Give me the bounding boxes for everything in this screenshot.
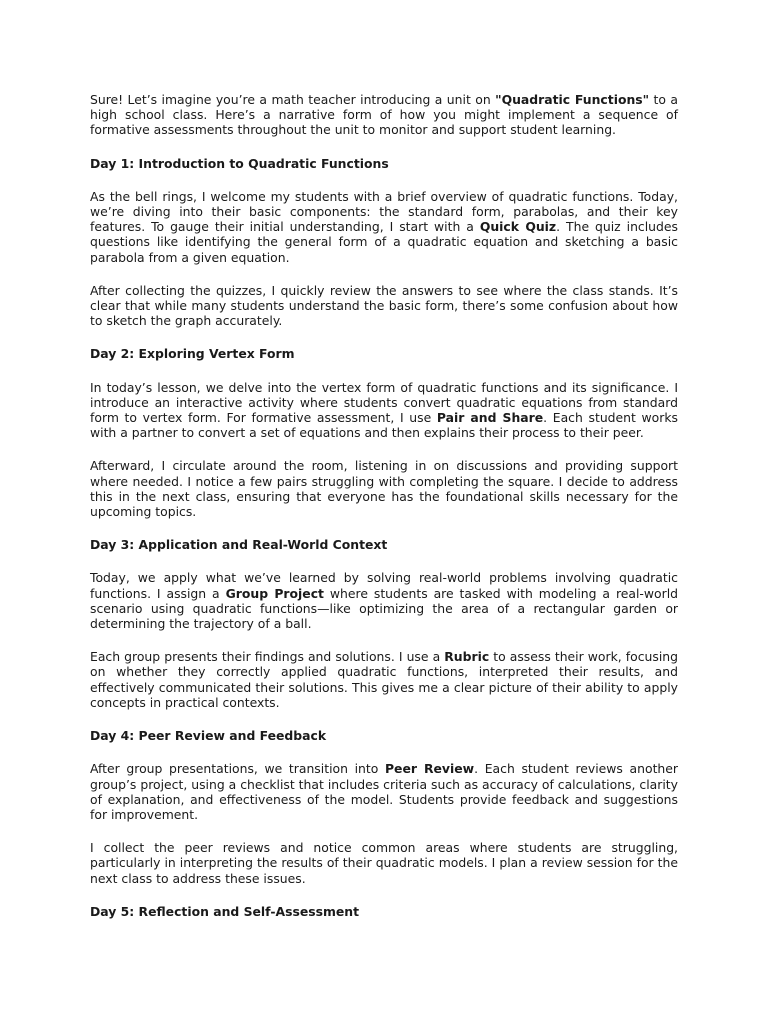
day4-heading: Day 4: Peer Review and Feedback <box>90 728 327 744</box>
quick-quiz-term: Quick Quiz <box>479 219 557 235</box>
day3-paragraph-1: Today, we apply what we’ve learned by solving real-world problems involving quadratic functions. I assign a Group Project where students are tasked with modeling a real-world scenario using quadratic functions—like optimizing the area of a rectangular garden or determining the trajectory of a ball. <box>90 570 679 632</box>
unit-title: "Quadratic Functions" <box>495 92 650 107</box>
document-page <box>90 92 678 937</box>
rubric-term: Rubric <box>444 649 490 665</box>
pair-and-share-term: Pair and Share <box>436 410 544 426</box>
day2-paragraph-1: In today’s lesson, we delve into the vertex form of quadratic functions and its significance. I introduce an interactive activity where students convert quadratic equations from standard form to vertex form. For formative assessment, I use Pair and Share. Each student works with a partner to convert a set of equations and then explains their process to their peer. <box>90 379 678 441</box>
day5-heading: Day 5: Reflection and Self-Assessment <box>90 903 360 919</box>
day3-paragraph-2: Each group presents their findings and solutions. I use a Rubric to assess their work, focusing on whether they correctly applied quadratic functions, interpreted their results, and effectively communicated their solutions. This gives me a clear picture of their ability to apply concepts in practical contexts. <box>90 649 678 710</box>
peer-review-term: Peer Review <box>384 761 475 777</box>
day1-paragraph-1: As the bell rings, I welcome my students with a brief overview of quadratic functions. Today, we’re diving into their basic components: the standard form, parabolas, and their key features. To gauge their initial understanding, I start with a Quick Quiz. The quiz includes questions like identifying the general form of a quadratic equation and sketching a basic parabola from a given equation. <box>90 188 678 265</box>
intro-paragraph: Sure! Let’s imagine you’re a math teacher introducing a unit on "Quadratic Functions" to a high school class. Here’s a narrative form of how you might implement a sequence of formative assessments throughout the unit to monitor and support student learning. <box>90 92 678 138</box>
group-project-term: Group Project <box>225 585 324 601</box>
day2-paragraph-2: Afterward, I circulate around the room, listening in on discussions and providing support where needed. I notice a few pairs struggling with completing the square. I decide to address this in the next class, ensuring that everyone has the foundational skills necessary for the upcoming topics. <box>90 458 678 520</box>
day2-heading: Day 2: Exploring Vertex Form <box>90 346 295 362</box>
day4-paragraph-1: After group presentations, we transition into Peer Review. Each student reviews another group’s project, using a checklist that includes criteria such as accuracy of calculations, clarity of explanation, and effectiveness of the model. Students provide feedback and suggestions for improvement. <box>90 761 678 822</box>
day1-paragraph-2: After collecting the quizzes, I quickly review the answers to see where the class stands. It’s clear that while many students understand the basic form, there’s some confusion about how to sketch the graph accurately. <box>90 282 678 329</box>
day1-heading: Day 1: Introduction to Quadratic Functions <box>90 155 389 171</box>
day4-paragraph-2: I collect the peer reviews and notice common areas where students are struggling, particularly in interpreting the results of their quadratic models. I plan a review session for the next class to address these issues. <box>90 840 678 886</box>
day3-heading: Day 3: Application and Real-World Context <box>90 537 388 553</box>
